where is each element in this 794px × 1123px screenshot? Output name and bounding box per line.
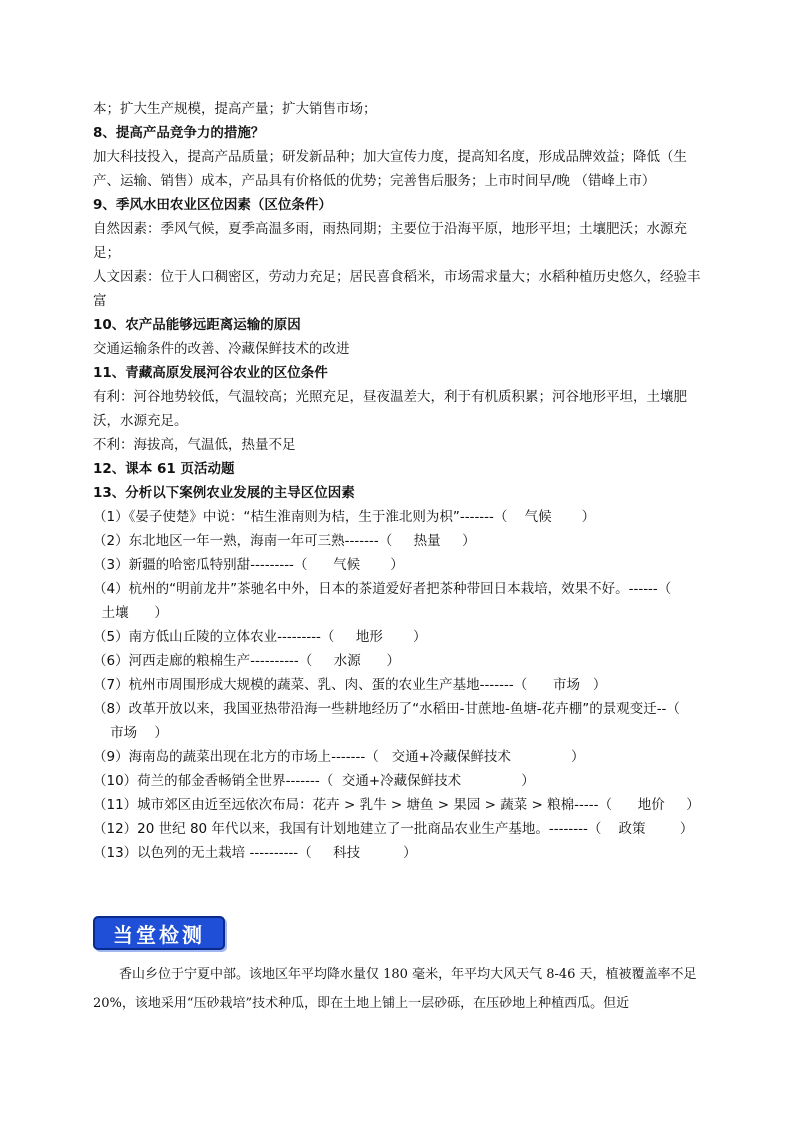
case-question: （3）新疆的哈密瓜特别甜---------（ xyxy=(93,557,308,573)
case-answer: 土壤 xyxy=(93,605,155,621)
body-text: 加大科技投入，提高产品质量；研发新品种；加大宣传力度，提高知名度，形成品牌效益；降低（生产、运输、销售）成本，产品具有价格低的优势；完善售后服务；上市时间早/晚 （错峰上市） xyxy=(93,149,687,189)
section-heading-9: 9、季风水田农业区位因素（区位条件） xyxy=(93,197,332,213)
case-question: （10）荷兰的郁金香畅销全世界-------（ xyxy=(93,773,334,789)
case-answer: 交通+冷藏保鲜技术 xyxy=(378,749,571,765)
case-bracket: ） xyxy=(386,653,401,669)
case-answer: 气候 xyxy=(507,509,582,525)
case-bracket: ） xyxy=(154,605,168,621)
case-bracket: ） xyxy=(570,749,585,765)
body-text: 人文因素：位于人口稠密区，劳动力充足；居民喜食稻米，市场需求量大；水稻种植历史悠久，经验丰富 xyxy=(93,269,701,309)
case-bracket: ） xyxy=(462,533,476,549)
case-answer: 交通+冷藏保鲜技术 xyxy=(333,773,522,789)
case-bracket: ） xyxy=(592,677,607,693)
section-heading-10: 10、农产品能够远距离运输的原因 xyxy=(93,317,301,333)
case-bracket: ） xyxy=(403,845,417,861)
case-answer: 市场 xyxy=(93,725,155,741)
section-heading-11: 11、青藏高原发展河谷农业的区位条件 xyxy=(93,365,328,381)
body-text: 本；扩大生产规模，提高产量；扩大销售市场； xyxy=(93,101,377,117)
case-bracket: ） xyxy=(390,557,404,573)
case-item xyxy=(93,529,705,553)
case-answer: 气候 xyxy=(307,557,391,573)
body-text: 自然因素：季风气候，夏季高温多雨，雨热同期；主要位于沿海平原，地形平坦；土壤肥沃；水源充足； xyxy=(93,221,687,261)
case-item xyxy=(93,505,705,529)
case-bracket: ） xyxy=(154,725,168,741)
case-question: （11）城市郊区由近至远依次布局：花卉 > 乳牛 > 塘鱼 > 果园 > 蔬菜 > 粮棉-----（ xyxy=(93,797,613,813)
body-text: 不利：海拔高，气温低，热量不足 xyxy=(93,437,296,453)
case-question: （6）河西走廊的粮棉生产----------（ xyxy=(93,653,313,669)
case-item xyxy=(93,649,705,673)
case-item xyxy=(93,769,705,793)
case-question: （13）以色列的无土栽培 ----------（ xyxy=(93,845,312,861)
case-item xyxy=(93,553,705,577)
case-question: （9）海南岛的蔬菜出现在北方的市场上-------（ xyxy=(93,749,379,765)
case-question: （12）20 世纪 80 年代以来，我国有计划地建立了一批商品农业生产基地。--------（ xyxy=(93,821,602,837)
section-heading-13: 13、分析以下案例农业发展的主导区位因素 xyxy=(93,485,355,501)
case-answer: 水源 xyxy=(312,653,387,669)
case-answer: 地形 xyxy=(334,629,413,645)
case-answer: 热量 xyxy=(392,533,463,549)
exercise-paragraph: 香山乡位于宁夏中部。该地区年平均降水量仅 180 毫米，年平均大风天气 8-46 天，植被覆盖率不足 20%，该地采用“压砂栽培”技术种瓜，即在土地上铺上一层砂砾，在压砂地上种植西瓜。但近 xyxy=(93,967,697,1011)
case-item xyxy=(93,793,705,817)
body-text: 交通运输条件的改善、冷藏保鲜技术的改进 xyxy=(93,341,350,357)
case-item xyxy=(93,697,705,745)
section-heading-8: 8、提高产品竞争力的措施？ xyxy=(93,125,265,141)
case-item xyxy=(93,817,705,841)
case-answer: 地价 xyxy=(612,797,687,813)
case-item xyxy=(93,745,705,769)
section-heading-12: 12、课本 61 页活动题 xyxy=(93,461,235,477)
case-item xyxy=(93,625,705,649)
body-text: 有利：河谷地势较低，气温较高；光照充足，昼夜温差大，利于有机质积累；河谷地形平坦，土壤肥沃，水源充足。 xyxy=(93,389,687,429)
case-bracket: ） xyxy=(581,509,596,525)
case-bracket: ） xyxy=(679,821,694,837)
case-question: （4）杭州的“明前龙井”茶驰名中外，日本的茶道爱好者把茶种带回日本栽培，效果不好。------（ xyxy=(93,581,672,597)
case-item xyxy=(93,673,705,697)
case-question: （1）《晏子使楚》中说：“桔生淮南则为桔，生于淮北则为枳”-------（ xyxy=(93,509,508,525)
case-answer: 市场 xyxy=(527,677,593,693)
case-item xyxy=(93,841,705,865)
case-item xyxy=(93,577,705,625)
case-question: （5）南方低山丘陵的立体农业---------（ xyxy=(93,629,335,645)
case-question: （7）杭州市周围形成大规模的蔬菜、乳、肉、蛋的农业生产基地-------（ xyxy=(93,677,528,693)
case-bracket: ） xyxy=(686,797,700,813)
case-question: （8）改革开放以来，我国亚热带沿海一些耕地经历了“水稻田-甘蔗地-鱼塘-花卉棚”的景观变迁--（ xyxy=(93,701,680,717)
case-answer: 科技 xyxy=(311,845,404,861)
case-question: （2）东北地区一年一熟，海南一年可三熟-------（ xyxy=(93,533,393,549)
case-answer: 政策 xyxy=(601,821,680,837)
notes-section xyxy=(93,97,705,865)
section-banner: 当堂检测 xyxy=(93,916,225,950)
case-bracket: ） xyxy=(412,629,427,645)
case-bracket: ） xyxy=(521,773,535,789)
